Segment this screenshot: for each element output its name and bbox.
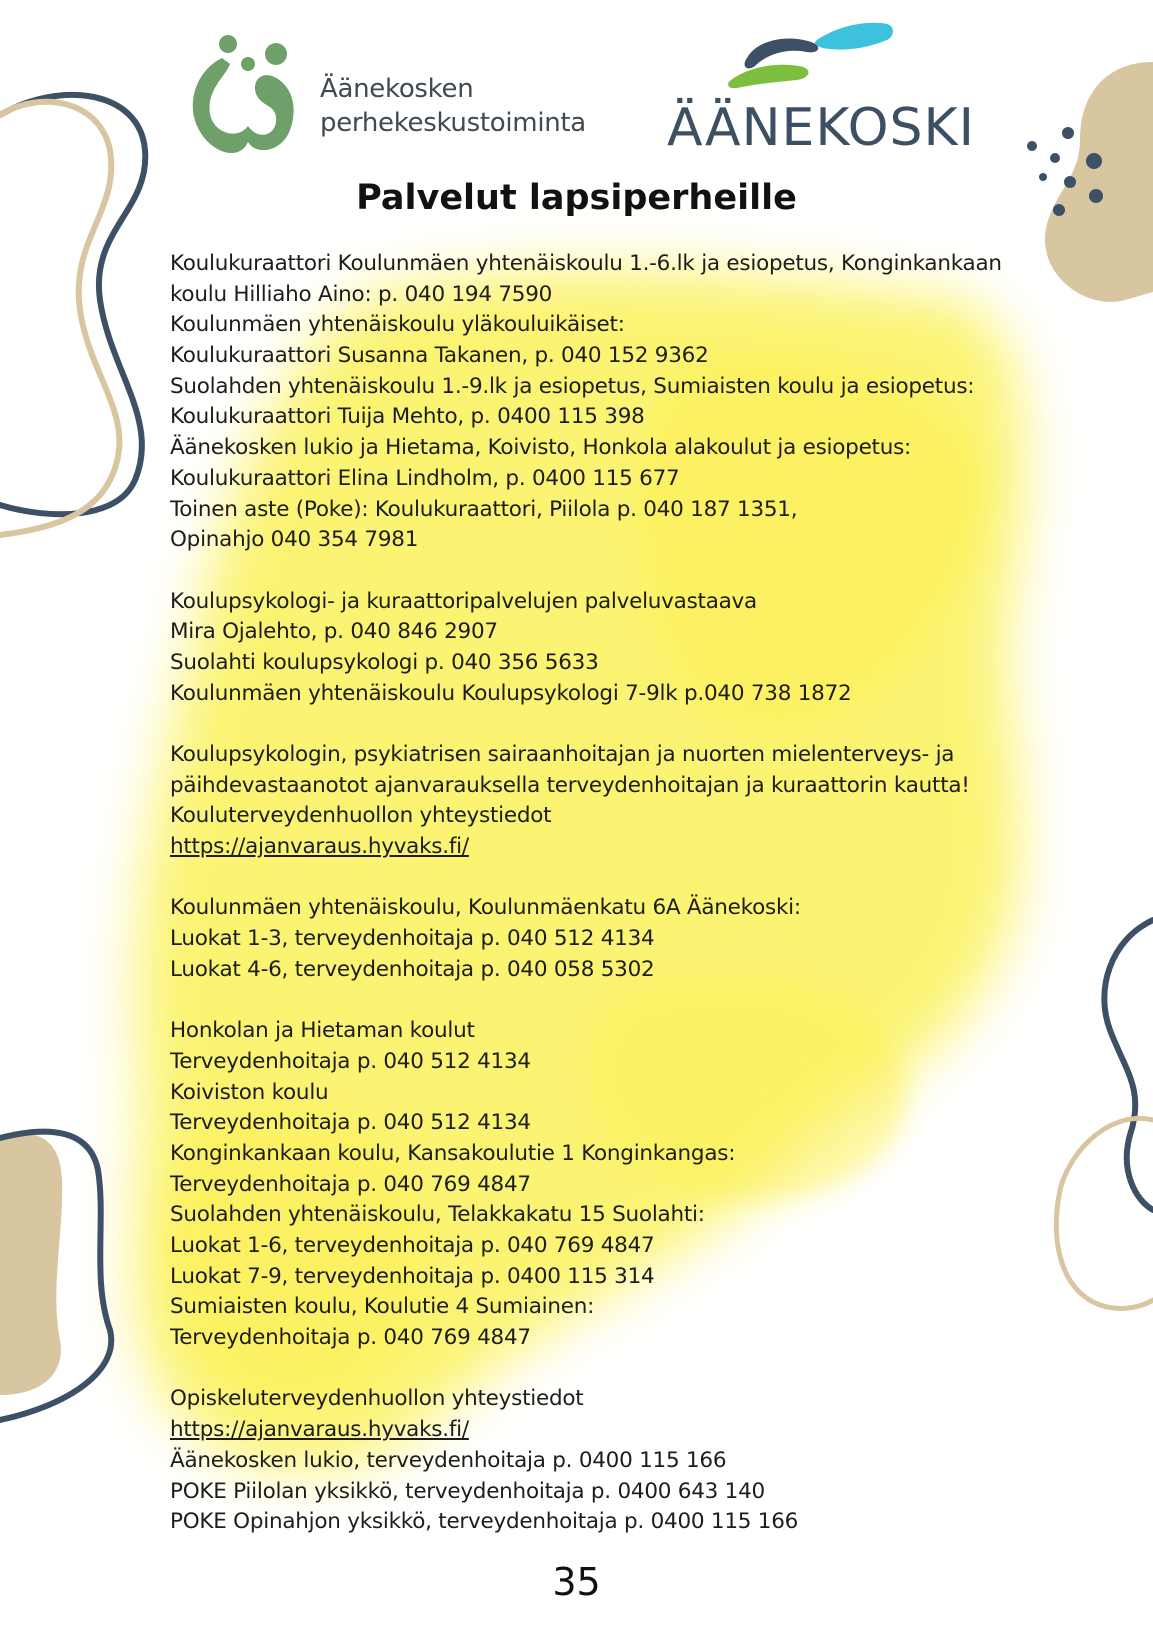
text-line: Koulunmäen yhtenäiskoulu Koulupsykologi 7-9lk p.040 738 1872 [170,680,852,706]
text-line: Koulunmäen yhtenäiskoulu yläkouluikäiset: [170,312,625,338]
navy-curve-right [1104,920,1153,1210]
spacer [170,986,1040,1017]
text-line: Mira Ojalehto, p. 040 846 2907 [170,619,498,645]
text-line: Koulukuraattori Tuija Mehto, p. 0400 115 398 [170,404,645,430]
text-line: Suolahden yhtenäiskoulu, Telakkakatu 15 Suolahti: [170,1202,705,1228]
text-line: Toinen aste (Poke): Koulukuraattori, Piilola p. 040 187 1351, [170,496,798,522]
text-line: Terveydenhoitaja p. 040 512 4134 [170,1048,531,1074]
family-heart-icon [186,30,306,160]
perhekeskus-logo [186,30,586,160]
text-line: POKE Piilolan yksikkö, terveydenhoitaja p. 0400 643 140 [170,1478,765,1504]
text-line: Konginkankaan koulu, Kansakoulutie 1 Konginkangas: [170,1140,736,1166]
text-line: Kouluterveydenhuollon yhteystiedot [170,803,552,829]
page-title: Palvelut lapsiperheille [356,178,797,218]
school-health-booking-link[interactable]: https://ajanvaraus.hyvaks.fi/ [170,834,469,860]
text-line: koulu Hilliaho Aino: p. 040 194 7590 [170,281,553,307]
text-line: Opiskeluterveydenhuollon yhteystiedot [170,1386,584,1412]
text-line: Sumiaisten koulu, Koulutie 4 Sumiainen: [170,1294,595,1320]
text-line: Koiviston koulu [170,1079,329,1105]
logo-left-line2: perhekeskustoiminta [320,108,586,138]
spacer [170,1354,1040,1385]
student-health-booking-link[interactable]: https://ajanvaraus.hyvaks.fi/ [170,1417,469,1443]
text-line: päihdevastaanotot ajanvarauksella terveydenhoitajan ja kuraattorin kautta! [170,772,970,798]
text-line: Koulukuraattori Elina Lindholm, p. 0400 115 677 [170,465,680,491]
text-line: Koulukuraattori Koulunmäen yhtenäiskoulu 1.-6.lk ja esiopetus, Konginkankaan [170,251,1002,276]
text-line: Koulunmäen yhtenäiskoulu, Koulunmäenkatu 6A Äänekoski: [170,895,801,921]
text-line: Terveydenhoitaja p. 040 769 4847 [170,1325,531,1351]
text-line: Luokat 1-6, terveydenhoitaja p. 040 769 4847 [170,1233,655,1258]
text-line: Koulukuraattori Susanna Takanen, p. 040 152 9362 [170,343,709,369]
text-line: Honkolan ja Hietaman koulut [170,1018,475,1044]
logo-left-line1: Äänekosken [320,74,474,104]
spacer [170,863,1040,894]
navy-curve-left [0,95,145,514]
text-line: Terveydenhoitaja p. 040 512 4134 [170,1110,531,1136]
text-line: Äänekosken lukio ja Hietama, Koivisto, Honkola alakoulut ja esiopetus: [170,435,912,461]
sand-blob-bottom-left [0,1133,62,1395]
page-number: 35 [552,1560,601,1604]
text-line: Terveydenhoitaja p. 040 769 4847 [170,1171,531,1197]
services-list [170,249,1040,1538]
sand-curve-right [1056,1118,1153,1308]
aanekoski-logo [667,18,975,158]
text-line: Koulupsykologi- ja kuraattoripalvelujen palveluvastaava [170,588,757,614]
waves-icon [727,18,897,88]
text-line: Koulupsykologin, psykiatrisen sairaanhoitajan ja nuorten mielenterveys- ja [170,742,955,767]
text-line: Opinahjo 040 354 7981 [170,527,419,553]
logo-left-text [320,72,586,140]
text-line: Suolahti koulupsykologi p. 040 356 5633 [170,649,599,675]
text-line: POKE Opinahjon yksikkö, terveydenhoitaja p. 0400 115 166 [170,1509,799,1535]
text-line: Luokat 1-3, terveydenhoitaja p. 040 512 4134 [170,926,655,952]
text-line: Suolahden yhtenäiskoulu 1.-9.lk ja esiopetus, Sumiaisten koulu ja esiopetus: [170,373,975,399]
text-line: Äänekosken lukio, terveydenhoitaja p. 0400 115 166 [170,1447,727,1473]
text-line: Luokat 7-9, terveydenhoitaja p. 0400 115 314 [170,1263,655,1289]
logo-right-text: ÄÄNEKOSKI [667,98,975,158]
spacer [170,556,1040,587]
spacer [170,709,1040,740]
text-line: Luokat 4-6, terveydenhoitaja p. 040 058 5302 [170,956,655,982]
